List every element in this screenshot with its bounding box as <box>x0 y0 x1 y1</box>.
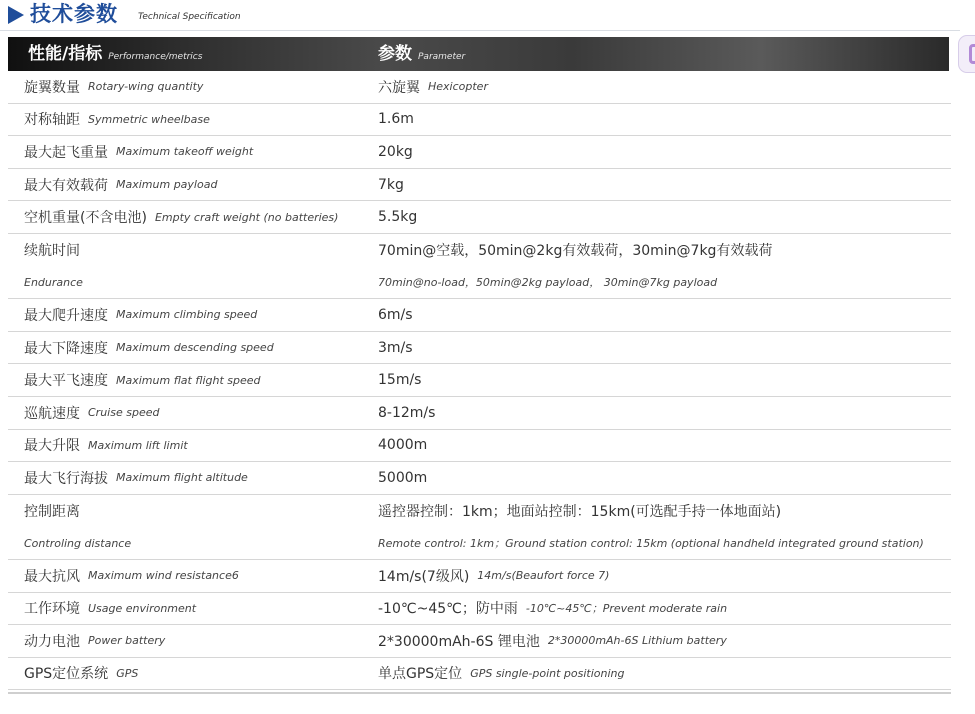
metric-cn: 最大飞行海拔 <box>24 470 108 487</box>
metric-cell <box>24 364 261 396</box>
parameter-cell <box>378 462 427 494</box>
parameter-cell <box>378 169 404 201</box>
metric-cn: 续航时间 <box>24 243 80 260</box>
metric-cell <box>24 397 159 429</box>
metric-cn: 最大有效载荷 <box>24 177 108 194</box>
parameter-cell <box>378 625 727 657</box>
parameter-cell <box>378 332 413 364</box>
parameter-cn: 遥控器控制：1km；地面站控制：15km(可选配手持一体地面站) <box>378 504 782 521</box>
header-parameter <box>378 37 465 71</box>
metric-cn: 对称轴距 <box>24 112 80 129</box>
table-row <box>8 104 951 137</box>
metric-cell <box>24 658 138 690</box>
parameter-cn: 20kg <box>378 143 413 160</box>
metric-cell <box>24 495 80 528</box>
metric-en: Rotary-wing quantity <box>88 80 204 94</box>
metric-en: Symmetric wheelbase <box>88 112 210 126</box>
table-row <box>8 625 951 658</box>
metric-en: Cruise speed <box>88 406 160 420</box>
metric-cn: 最大抗风 <box>24 568 80 585</box>
metric-cell <box>24 71 203 103</box>
metric-cell <box>24 560 239 592</box>
metric-en: Maximum lift limit <box>88 438 188 452</box>
parameter-cn: 5.5kg <box>378 209 418 226</box>
table-row <box>8 136 951 169</box>
metric-en: Power battery <box>88 634 166 648</box>
parameter-cn: 5000m <box>378 469 428 486</box>
parameter-cn: 7kg <box>378 176 404 193</box>
table-row <box>8 560 951 593</box>
parameter-en: GPS single-point positioning <box>470 666 625 680</box>
parameter-cell <box>378 267 717 299</box>
title-divider <box>0 30 960 31</box>
metric-cn: GPS定位系统 <box>24 666 109 683</box>
metric-en: Maximum flat flight speed <box>116 373 261 387</box>
table-row <box>8 169 951 202</box>
metric-cn: 巡航速度 <box>24 405 80 422</box>
parameter-en: -10℃~45℃；Prevent moderate rain <box>525 602 728 616</box>
metric-cn: 空机重量(不含电池) <box>24 210 147 227</box>
table-bottom-divider <box>8 692 951 694</box>
metric-cn: 最大下降速度 <box>24 340 108 357</box>
metric-cell <box>24 625 165 657</box>
metric-cell <box>24 267 83 299</box>
header-metrics-cn: 性能/指标 <box>28 44 103 64</box>
parameter-cell <box>378 71 488 103</box>
metric-en: Maximum descending speed <box>116 341 274 355</box>
parameter-cell <box>378 397 435 429</box>
metric-cn: 最大升限 <box>24 438 80 455</box>
metric-cell <box>24 462 248 494</box>
metric-en: Maximum wind resistance6 <box>88 569 239 583</box>
metric-en: Maximum flight altitude <box>116 471 248 485</box>
parameter-cn: 2*30000mAh-6S 锂电池 <box>378 633 540 650</box>
metric-cell <box>24 332 274 364</box>
metric-cn: 最大平飞速度 <box>24 373 108 390</box>
table-row <box>8 658 951 691</box>
table-row <box>8 299 951 332</box>
parameter-cn: 单点GPS定位 <box>378 666 463 683</box>
spec-table <box>8 71 951 690</box>
parameter-cell <box>378 104 414 136</box>
parameter-cell <box>378 495 781 528</box>
section-title-en: Technical Specification <box>138 12 241 22</box>
metric-cell <box>24 169 217 201</box>
table-row <box>8 495 951 528</box>
metric-cn: 最大起飞重量 <box>24 144 108 161</box>
table-row <box>8 593 951 626</box>
metric-cn: 控制距离 <box>24 504 80 521</box>
parameter-cn: 4000m <box>378 437 428 454</box>
metric-en: Controling distance <box>24 536 132 550</box>
section-title <box>0 0 960 30</box>
side-floating-button[interactable] <box>958 35 975 73</box>
metric-en: Maximum takeoff weight <box>116 145 254 159</box>
parameter-en: Hexicopter <box>428 80 488 94</box>
header-metrics-en: Performance/metrics <box>108 52 203 62</box>
parameter-en: Remote control: 1km；Ground station control: 15km (optional handheld integrated ground station) <box>378 537 924 551</box>
parameter-cn: 3m/s <box>378 339 413 356</box>
header-parameter-cn: 参数 <box>378 44 412 64</box>
parameter-en: 70min@no-load，50min@2kg payload， 30min@7kg payload <box>378 276 718 290</box>
play-arrow-icon <box>8 6 24 24</box>
parameter-cell <box>378 234 772 267</box>
metric-cell <box>24 527 131 559</box>
parameter-cell <box>378 430 427 462</box>
section-title-cn: 技术参数 <box>30 2 118 26</box>
metric-cell <box>24 299 257 331</box>
metric-en: Maximum payload <box>116 178 218 192</box>
parameter-en: 2*30000mAh-6S Lithium battery <box>547 634 727 648</box>
metric-cell <box>24 104 210 136</box>
parameter-cn: -10℃~45℃；防中雨 <box>378 601 518 618</box>
parameter-cell <box>378 560 609 592</box>
table-row <box>8 71 951 104</box>
parameter-cn: 8-12m/s <box>378 404 436 421</box>
metric-cell <box>24 593 196 625</box>
parameter-cn: 1.6m <box>378 111 414 128</box>
parameter-cn: 14m/s(7级风) <box>378 568 470 585</box>
parameter-cell <box>378 136 413 168</box>
parameter-cn: 6m/s <box>378 306 413 323</box>
table-row <box>8 267 951 300</box>
parameter-cell <box>378 201 417 233</box>
parameter-cn: 70min@空载，50min@2kg有效载荷，30min@7kg有效载荷 <box>378 243 773 260</box>
sidebar-tool-icon <box>969 44 975 64</box>
parameter-cell <box>378 527 924 559</box>
table-row <box>8 201 951 234</box>
table-row <box>8 234 951 267</box>
table-row <box>8 397 951 430</box>
metric-en: Empty craft weight (no batteries) <box>154 210 339 224</box>
header-metrics <box>28 37 202 71</box>
metric-cn: 动力电池 <box>24 633 80 650</box>
metric-cell <box>24 234 80 267</box>
table-row <box>8 332 951 365</box>
metric-cell <box>24 136 253 168</box>
parameter-en: 14m/s(Beaufort force 7) <box>477 569 610 583</box>
parameter-cn: 六旋翼 <box>378 79 420 96</box>
metric-en: GPS <box>116 666 139 680</box>
metric-cn: 旋翼数量 <box>24 79 80 96</box>
parameter-cell <box>378 593 727 625</box>
table-row <box>8 462 951 495</box>
metric-en: Maximum climbing speed <box>116 308 258 322</box>
table-row <box>8 364 951 397</box>
parameter-cell <box>378 658 625 690</box>
metric-cn: 工作环境 <box>24 601 80 618</box>
metric-en: Usage environment <box>88 601 197 615</box>
parameter-cell <box>378 299 413 331</box>
metric-cell <box>24 430 188 462</box>
table-row <box>8 430 951 463</box>
metric-en: Endurance <box>24 275 83 289</box>
metric-cell <box>24 201 338 233</box>
metric-cn: 最大爬升速度 <box>24 307 108 324</box>
parameter-cn: 15m/s <box>378 372 422 389</box>
table-header <box>8 37 949 71</box>
header-parameter-en: Parameter <box>418 52 466 62</box>
parameter-cell <box>378 364 421 396</box>
table-row <box>8 527 951 560</box>
